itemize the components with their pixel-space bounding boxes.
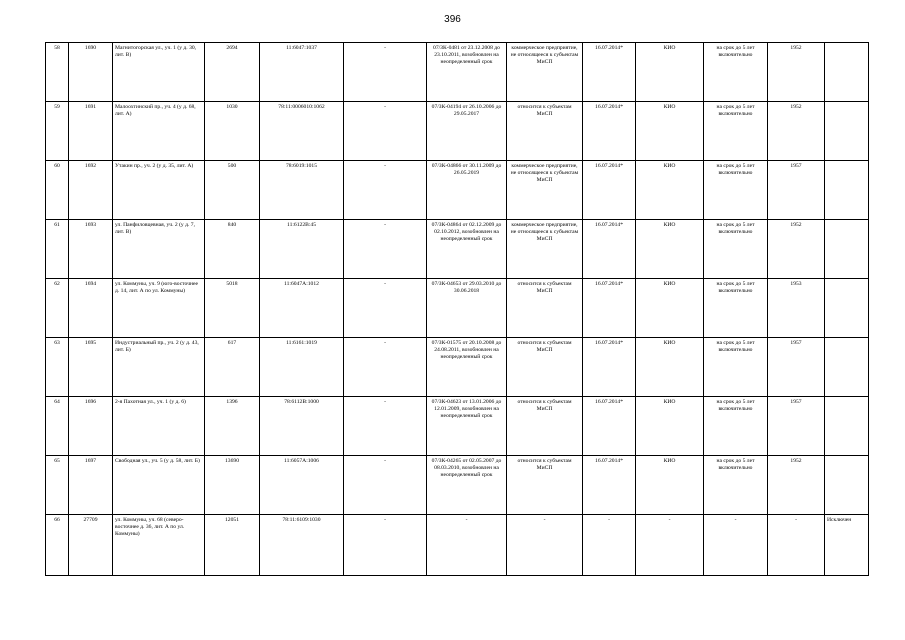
cell-cadastral-number: 11:6057А:1006 xyxy=(260,456,344,515)
cell-tenant-status: - xyxy=(507,515,583,576)
table-row xyxy=(46,220,869,279)
cell-year: - xyxy=(768,515,825,576)
table-row xyxy=(46,515,869,576)
cell-note xyxy=(825,397,869,456)
cell-row-number: 62 xyxy=(46,279,69,338)
cell-dash: - xyxy=(344,43,427,102)
cell-object-id: 27709 xyxy=(69,515,113,576)
cell-area: 500 xyxy=(205,161,260,220)
cell-organization: КИО xyxy=(636,43,704,102)
cell-organization: КИО xyxy=(636,338,704,397)
cell-note xyxy=(825,220,869,279)
cell-organization: КИО xyxy=(636,279,704,338)
cell-lease-contract: 07/ЗК-04623 от 13.01.2006 до 12.01.2009, возобновлен на неопределенный срок xyxy=(427,397,507,456)
cell-date: 16.07.2014* xyxy=(583,43,636,102)
cell-term: на срок до 5 лет включительно xyxy=(704,456,768,515)
table-row xyxy=(46,43,869,102)
cell-area: 2694 xyxy=(205,43,260,102)
cell-year: 1952 xyxy=(768,456,825,515)
cell-year: 1952 xyxy=(768,43,825,102)
cell-object-id: 1691 xyxy=(69,102,113,161)
cell-year: 1952 xyxy=(768,102,825,161)
cell-note xyxy=(825,338,869,397)
cell-row-number: 61 xyxy=(46,220,69,279)
cell-dash: - xyxy=(344,220,427,279)
table-row xyxy=(46,161,869,220)
cell-area: 12051 xyxy=(205,515,260,576)
cell-row-number: 63 xyxy=(46,338,69,397)
cell-year: 1957 xyxy=(768,397,825,456)
cell-note xyxy=(825,102,869,161)
cell-row-number: 59 xyxy=(46,102,69,161)
cell-cadastral-number: 78:11:0006010:1062 xyxy=(260,102,344,161)
cell-year: 1953 xyxy=(768,279,825,338)
table-row xyxy=(46,279,869,338)
cell-lease-contract: 07/ЗК-0481 от 23.12.2008 до 23.10.2011, возобновлен на неопределенный срок xyxy=(427,43,507,102)
cell-lease-contract: 07/ЗК-04864 от 02.12.2009 до 02.10.2012, возобновлен на неопределенный срок xyxy=(427,220,507,279)
cell-organization: КИО xyxy=(636,397,704,456)
cell-tenant-status: относится к субъектам МиСП xyxy=(507,279,583,338)
cell-cadastral-number: 78:11:6109:1030 xyxy=(260,515,344,576)
cell-area: 617 xyxy=(205,338,260,397)
cell-date: 16.07.2014* xyxy=(583,279,636,338)
cell-dash: - xyxy=(344,515,427,576)
cell-object-id: 1697 xyxy=(69,456,113,515)
cell-note: Исключен xyxy=(825,515,869,576)
cell-area: 13690 xyxy=(205,456,260,515)
cell-address: ул. Коммуны, уч. 68 (северо-восточнее д. 36, лит. А по ул. Коммуны) xyxy=(113,515,205,576)
cell-organization: КИО xyxy=(636,220,704,279)
cell-row-number: 64 xyxy=(46,397,69,456)
cell-lease-contract: 07/ЗК-01575 от 20.10.2008 до 24.08.2011, возобновлен на неопределенный срок xyxy=(427,338,507,397)
cell-term: на срок до 5 лет включительно xyxy=(704,43,768,102)
cell-address: Индустриальный пр., уч. 2 (у д. 43, лит. Б) xyxy=(113,338,205,397)
cell-object-id: 1695 xyxy=(69,338,113,397)
cell-area: 5018 xyxy=(205,279,260,338)
table-row xyxy=(46,397,869,456)
cell-dash: - xyxy=(344,161,427,220)
cell-tenant-status: коммерческое предприятие, не относящееся к субъектам МиСП xyxy=(507,43,583,102)
cell-tenant-status: относится к субъектам МиСП xyxy=(507,338,583,397)
cell-date: 16.07.2014* xyxy=(583,161,636,220)
cell-object-id: 1692 xyxy=(69,161,113,220)
table-row xyxy=(46,102,869,161)
cell-dash: - xyxy=(344,279,427,338)
cell-row-number: 58 xyxy=(46,43,69,102)
table-row xyxy=(46,456,869,515)
cell-lease-contract: - xyxy=(427,515,507,576)
page-number: 396 xyxy=(444,14,461,25)
cell-tenant-status: коммерческое предприятие, не относящееся к субъектам МиСП xyxy=(507,161,583,220)
cell-tenant-status: относится к субъектам МиСП xyxy=(507,456,583,515)
cell-cadastral-number: 11:6047:1037 xyxy=(260,43,344,102)
cell-organization: КИО xyxy=(636,456,704,515)
cell-address: 2-я Пахотная ул., уч. 1 (у д. 6) xyxy=(113,397,205,456)
cell-year: 1957 xyxy=(768,338,825,397)
cell-term: на срок до 5 лет включительно xyxy=(704,397,768,456)
cell-address: Малоохтинский пр., уч. 4 (у д. 68, лит. А) xyxy=(113,102,205,161)
cell-note xyxy=(825,279,869,338)
cell-lease-contract: 07/ЗК-04194 от 26.10.2006 до 29.05.2017 xyxy=(427,102,507,161)
cell-term: на срок до 5 лет включительно xyxy=(704,102,768,161)
cell-organization: КИО xyxy=(636,161,704,220)
cell-note xyxy=(825,43,869,102)
cell-dash: - xyxy=(344,338,427,397)
cell-term: на срок до 5 лет включительно xyxy=(704,220,768,279)
cell-row-number: 65 xyxy=(46,456,69,515)
cell-note xyxy=(825,456,869,515)
cell-object-id: 1696 xyxy=(69,397,113,456)
cell-area: 1396 xyxy=(205,397,260,456)
cell-row-number: 60 xyxy=(46,161,69,220)
cell-address: ул. Коммуны, уч. 9 (юго-восточнее д. 14, лит. А по ул. Коммуны) xyxy=(113,279,205,338)
cell-dash: - xyxy=(344,102,427,161)
cell-organization: - xyxy=(636,515,704,576)
cell-date: - xyxy=(583,515,636,576)
cell-cadastral-number: 78:6112В:1000 xyxy=(260,397,344,456)
cell-cadastral-number: 11:6047А:1012 xyxy=(260,279,344,338)
cell-term: - xyxy=(704,515,768,576)
cell-object-id: 1690 xyxy=(69,43,113,102)
cell-row-number: 66 xyxy=(46,515,69,576)
cell-date: 16.07.2014* xyxy=(583,397,636,456)
cell-area: 840 xyxy=(205,220,260,279)
cell-tenant-status: относится к субъектам МиСП xyxy=(507,102,583,161)
cell-year: 1957 xyxy=(768,161,825,220)
cell-term: на срок до 5 лет включительно xyxy=(704,161,768,220)
cell-address: Утакин пр., уч. 2 (у д. 35, лит. А) xyxy=(113,161,205,220)
table-row xyxy=(46,338,869,397)
cell-cadastral-number: 11:6161:1019 xyxy=(260,338,344,397)
cell-date: 16.07.2014* xyxy=(583,456,636,515)
cell-dash: - xyxy=(344,456,427,515)
cell-cadastral-number: 11:6122В:45 xyxy=(260,220,344,279)
cell-term: на срок до 5 лет включительно xyxy=(704,279,768,338)
cell-date: 16.07.2014* xyxy=(583,220,636,279)
cell-address: ул. Панфиловцевная, уч. 2 (у д. 7, лит. В) xyxy=(113,220,205,279)
cell-organization: КИО xyxy=(636,102,704,161)
cell-lease-contract: 07/ЗК-04265 от 02.05.2007 до 08.03.2010, возобновлен на неопределенный срок xyxy=(427,456,507,515)
cell-term: на срок до 5 лет включительно xyxy=(704,338,768,397)
cell-lease-contract: 07/ЗК-04866 от 30.11.2009 до 26.05.2019 xyxy=(427,161,507,220)
cell-dash: - xyxy=(344,397,427,456)
cell-tenant-status: относится к субъектам МиСП xyxy=(507,397,583,456)
cell-date: 16.07.2014* xyxy=(583,102,636,161)
cell-cadastral-number: 78:6019:1015 xyxy=(260,161,344,220)
cell-note xyxy=(825,161,869,220)
cell-address: Свободная ул., уч. 5 (у д. 58, лит. Б) xyxy=(113,456,205,515)
cell-object-id: 1694 xyxy=(69,279,113,338)
cell-date: 16.07.2014* xyxy=(583,338,636,397)
cell-year: 1952 xyxy=(768,220,825,279)
cell-lease-contract: 07/ЗК-04653 от 29.03.2010 до 30.06.2018 xyxy=(427,279,507,338)
cell-address: Магнитогорская ул., уч. 1 (у д. 30, лит. В) xyxy=(113,43,205,102)
cell-object-id: 1693 xyxy=(69,220,113,279)
cell-tenant-status: коммерческое предприятие, не относящееся к субъектам МиСП xyxy=(507,220,583,279)
cell-area: 1030 xyxy=(205,102,260,161)
register-table xyxy=(45,42,869,576)
